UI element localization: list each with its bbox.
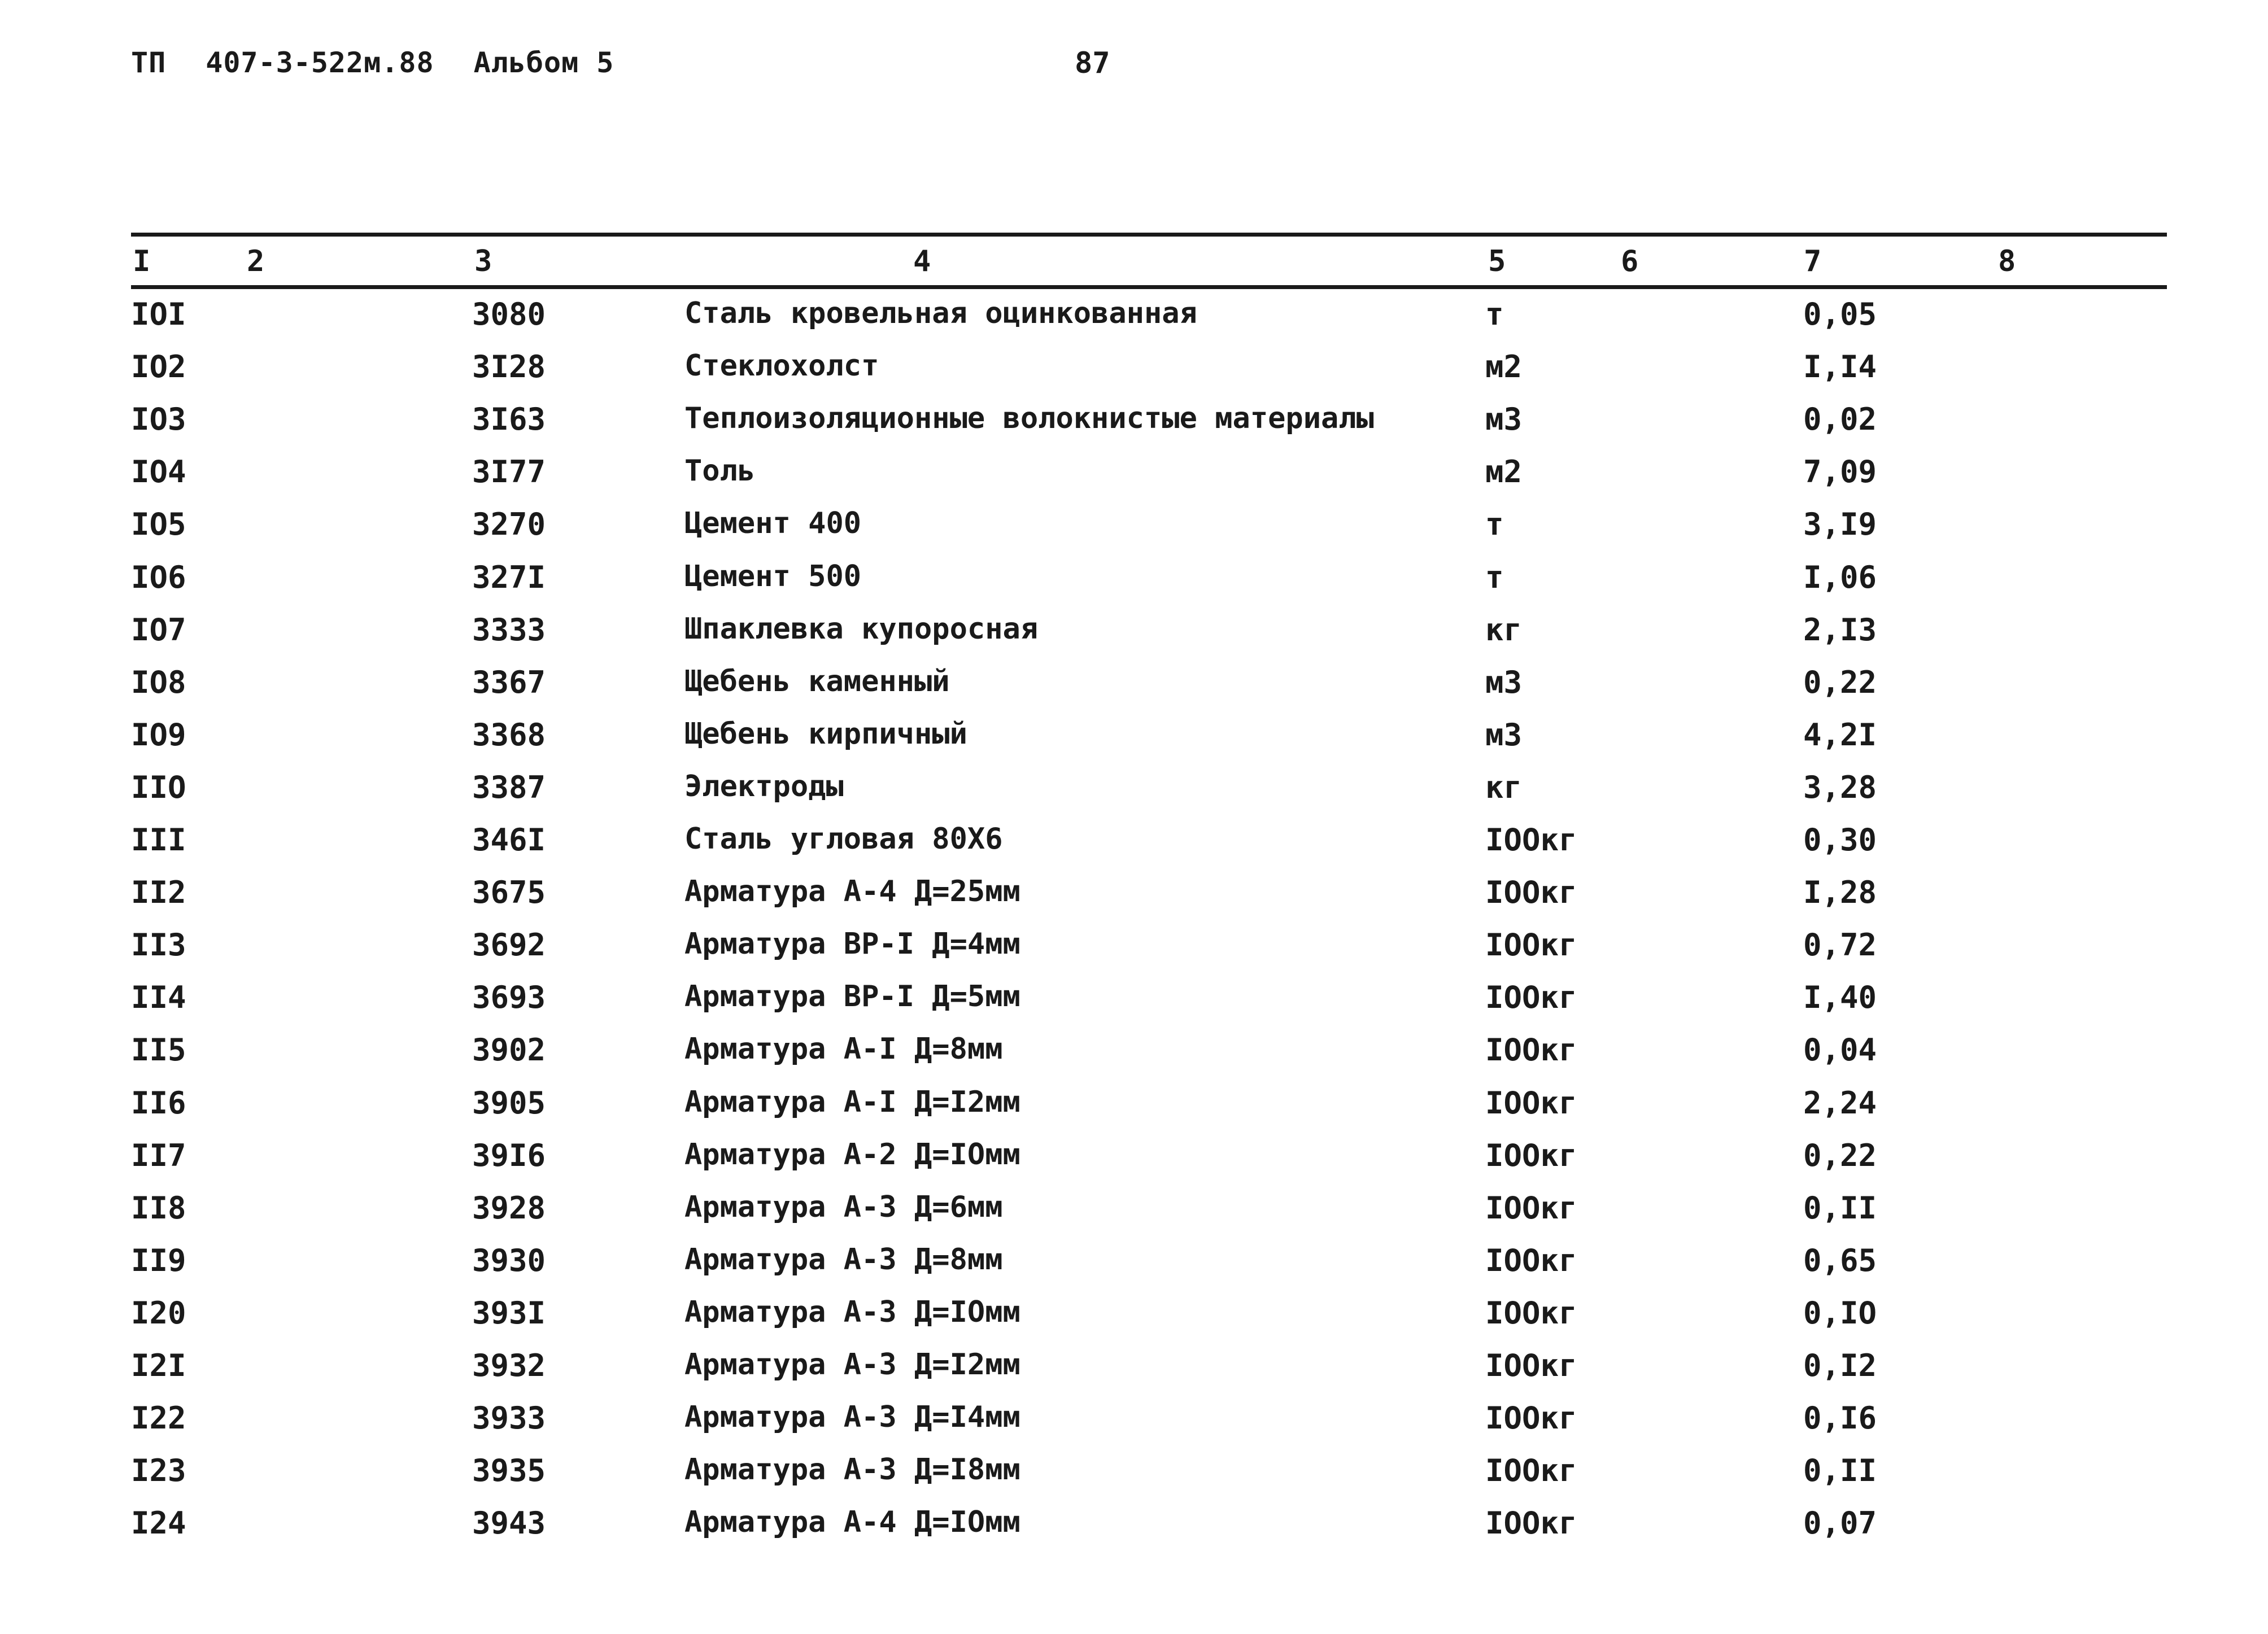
row-number: IO9 <box>131 717 186 753</box>
unit: IOOкг <box>1485 1505 1577 1541</box>
resource-code: 3I63 <box>472 401 546 437</box>
row-number: IOI <box>131 296 186 332</box>
doc-code: ТП <box>131 46 167 79</box>
quantity: 0,02 <box>1803 401 1877 437</box>
resource-name: Цемент 400 <box>684 506 862 540</box>
resource-code: 3933 <box>472 1400 546 1436</box>
row-number: II4 <box>131 980 186 1015</box>
row-number: II2 <box>131 875 186 910</box>
unit: м3 <box>1485 717 1523 753</box>
table-row <box>0 1032 2268 1085</box>
resource-name: Арматура А-3 Д=I4мм <box>684 1400 1020 1434</box>
column-header-1: I <box>133 244 151 278</box>
row-number: IO8 <box>131 665 186 700</box>
row-number: I20 <box>131 1295 186 1331</box>
row-number: II6 <box>131 1085 186 1121</box>
quantity: 0,I2 <box>1803 1348 1877 1383</box>
quantity: 7,09 <box>1803 454 1877 490</box>
resource-name: Толь <box>684 454 756 488</box>
resource-name: Щебень каменный <box>684 665 950 698</box>
quantity: 0,I6 <box>1803 1400 1877 1436</box>
table-row <box>0 506 2268 559</box>
resource-name: Арматура А-I Д=I2мм <box>684 1085 1020 1119</box>
unit: IOOкг <box>1485 1400 1577 1436</box>
quantity: 2,24 <box>1803 1085 1877 1121</box>
unit: IOOкг <box>1485 1348 1577 1383</box>
table-row <box>0 1400 2268 1453</box>
unit: IOOкг <box>1485 1453 1577 1488</box>
table-row <box>0 1138 2268 1190</box>
quantity: 0,22 <box>1803 665 1877 700</box>
unit: IOOкг <box>1485 875 1577 910</box>
unit: IOOкг <box>1485 1295 1577 1331</box>
table-row <box>0 1453 2268 1505</box>
table-row <box>0 612 2268 665</box>
resource-name: Электроды <box>684 770 844 803</box>
quantity: 0,72 <box>1803 927 1877 963</box>
table-row <box>0 1243 2268 1295</box>
unit: IOOкг <box>1485 1243 1577 1278</box>
table-row <box>0 1190 2268 1243</box>
resource-code: 327I <box>472 560 546 595</box>
row-number: II5 <box>131 1032 186 1068</box>
table-row <box>0 717 2268 770</box>
unit: IOOкг <box>1485 1190 1577 1226</box>
resource-name: Теплоизоляционные волокнистые материалы <box>684 401 1374 435</box>
column-header-3: 3 <box>474 244 492 278</box>
resource-name: Арматура А-3 Д=6мм <box>684 1190 1003 1224</box>
unit: т <box>1485 560 1504 595</box>
resource-name: Арматура А-3 Д=IOмм <box>684 1295 1020 1329</box>
resource-name: Цемент 500 <box>684 560 862 593</box>
column-header-6: 6 <box>1621 244 1639 278</box>
resource-name: Арматура ВР-I Д=4мм <box>684 927 1020 961</box>
table-row <box>0 454 2268 506</box>
table-row <box>0 822 2268 875</box>
table-row <box>0 1505 2268 1558</box>
resource-code: 393I <box>472 1295 546 1331</box>
row-number: IO6 <box>131 560 186 595</box>
table-row <box>0 401 2268 454</box>
unit: м2 <box>1485 454 1523 490</box>
resource-name: Арматура ВР-I Д=5мм <box>684 980 1020 1013</box>
page-header <box>131 46 653 79</box>
row-number: II7 <box>131 1138 186 1173</box>
album-label: Альбом 5 <box>473 46 614 79</box>
resource-code: 3387 <box>472 770 546 805</box>
resource-code: 3675 <box>472 875 546 910</box>
quantity: I,40 <box>1803 980 1877 1015</box>
resource-name: Арматура А-2 Д=IOмм <box>684 1138 1020 1172</box>
resource-code: 3I28 <box>472 349 546 385</box>
unit: IOOкг <box>1485 1138 1577 1173</box>
resource-name: Сталь угловая 80Х6 <box>684 822 1003 856</box>
row-number: II9 <box>131 1243 186 1278</box>
table-row <box>0 770 2268 822</box>
table-row <box>0 1295 2268 1348</box>
unit: м3 <box>1485 665 1523 700</box>
resource-code: 3902 <box>472 1032 546 1068</box>
quantity: I,06 <box>1803 560 1877 595</box>
resource-code: 3905 <box>472 1085 546 1121</box>
table-row <box>0 1085 2268 1138</box>
row-number: IO4 <box>131 454 186 490</box>
column-header-4: 4 <box>913 244 931 278</box>
quantity: 3,I9 <box>1803 506 1877 542</box>
quantity: 0,IO <box>1803 1295 1877 1331</box>
resource-code: 3935 <box>472 1453 546 1488</box>
unit: т <box>1485 506 1504 542</box>
row-number: IIO <box>131 770 186 805</box>
table-row <box>0 349 2268 401</box>
column-header-2: 2 <box>247 244 265 278</box>
row-number: I24 <box>131 1505 186 1541</box>
row-number: I22 <box>131 1400 186 1436</box>
resource-code: 3693 <box>472 980 546 1015</box>
table-top-rule <box>131 233 2167 237</box>
resource-name: Арматура А-4 Д=IOмм <box>684 1505 1020 1539</box>
row-number: II8 <box>131 1190 186 1226</box>
quantity: I,28 <box>1803 875 1877 910</box>
unit: IOOкг <box>1485 1085 1577 1121</box>
column-header-5: 5 <box>1488 244 1506 278</box>
table-row <box>0 665 2268 717</box>
resource-code: 3928 <box>472 1190 546 1226</box>
unit: кг <box>1485 612 1523 648</box>
resource-code: 3080 <box>472 296 546 332</box>
resource-code: 3I77 <box>472 454 546 490</box>
resource-code: 3367 <box>472 665 546 700</box>
unit: м3 <box>1485 401 1523 437</box>
resource-code: 346I <box>472 822 546 858</box>
resource-code: 3930 <box>472 1243 546 1278</box>
row-number: IO5 <box>131 506 186 542</box>
column-header-7: 7 <box>1804 244 1822 278</box>
row-number: IO3 <box>131 401 186 437</box>
quantity: 0,II <box>1803 1453 1877 1488</box>
quantity: 2,I3 <box>1803 612 1877 648</box>
doc-number: 407-3-522м.88 <box>206 46 434 79</box>
unit: IOOкг <box>1485 1032 1577 1068</box>
table-row <box>0 875 2268 927</box>
row-number: IO2 <box>131 349 186 385</box>
unit: IOOкг <box>1485 822 1577 858</box>
quantity: 0,22 <box>1803 1138 1877 1173</box>
resource-code: 3270 <box>472 506 546 542</box>
quantity: 0,II <box>1803 1190 1877 1226</box>
table-row <box>0 980 2268 1032</box>
resource-name: Арматура А-3 Д=I8мм <box>684 1453 1020 1487</box>
quantity: 0,65 <box>1803 1243 1877 1278</box>
quantity: 0,05 <box>1803 296 1877 332</box>
unit: IOOкг <box>1485 980 1577 1015</box>
table-row <box>0 560 2268 612</box>
table-header-rule <box>131 285 2167 289</box>
quantity: 0,04 <box>1803 1032 1877 1068</box>
resource-name: Арматура А-3 Д=8мм <box>684 1243 1003 1277</box>
quantity: 4,2I <box>1803 717 1877 753</box>
row-number: III <box>131 822 186 858</box>
resource-code: 3932 <box>472 1348 546 1383</box>
unit: кг <box>1485 770 1523 805</box>
resource-name: Арматура А-3 Д=I2мм <box>684 1348 1020 1382</box>
row-number: IO7 <box>131 612 186 648</box>
quantity: I,I4 <box>1803 349 1877 385</box>
resource-name: Арматура А-4 Д=25мм <box>684 875 1020 908</box>
table-row <box>0 296 2268 349</box>
unit: т <box>1485 296 1504 332</box>
resource-code: 3368 <box>472 717 546 753</box>
resource-name: Шпаклевка купоросная <box>684 612 1039 646</box>
page-number: 87 <box>1075 46 1110 80</box>
resource-name: Щебень кирпичный <box>684 717 967 751</box>
quantity: 0,30 <box>1803 822 1877 858</box>
resource-code: 3333 <box>472 612 546 648</box>
table-row <box>0 927 2268 980</box>
resource-name: Сталь кровельная оцинкованная <box>684 296 1197 330</box>
resource-name: Стеклохолст <box>684 349 879 383</box>
resource-code: 3943 <box>472 1505 546 1541</box>
row-number: II3 <box>131 927 186 963</box>
quantity: 3,28 <box>1803 770 1877 805</box>
table-row <box>0 1348 2268 1400</box>
row-number: I23 <box>131 1453 186 1488</box>
resource-code: 3692 <box>472 927 546 963</box>
quantity: 0,07 <box>1803 1505 1877 1541</box>
column-header-8: 8 <box>1998 244 2016 278</box>
unit: IOOкг <box>1485 927 1577 963</box>
resource-code: 39I6 <box>472 1138 546 1173</box>
row-number: I2I <box>131 1348 186 1383</box>
unit: м2 <box>1485 349 1523 385</box>
resource-name: Арматура А-I Д=8мм <box>684 1032 1003 1066</box>
